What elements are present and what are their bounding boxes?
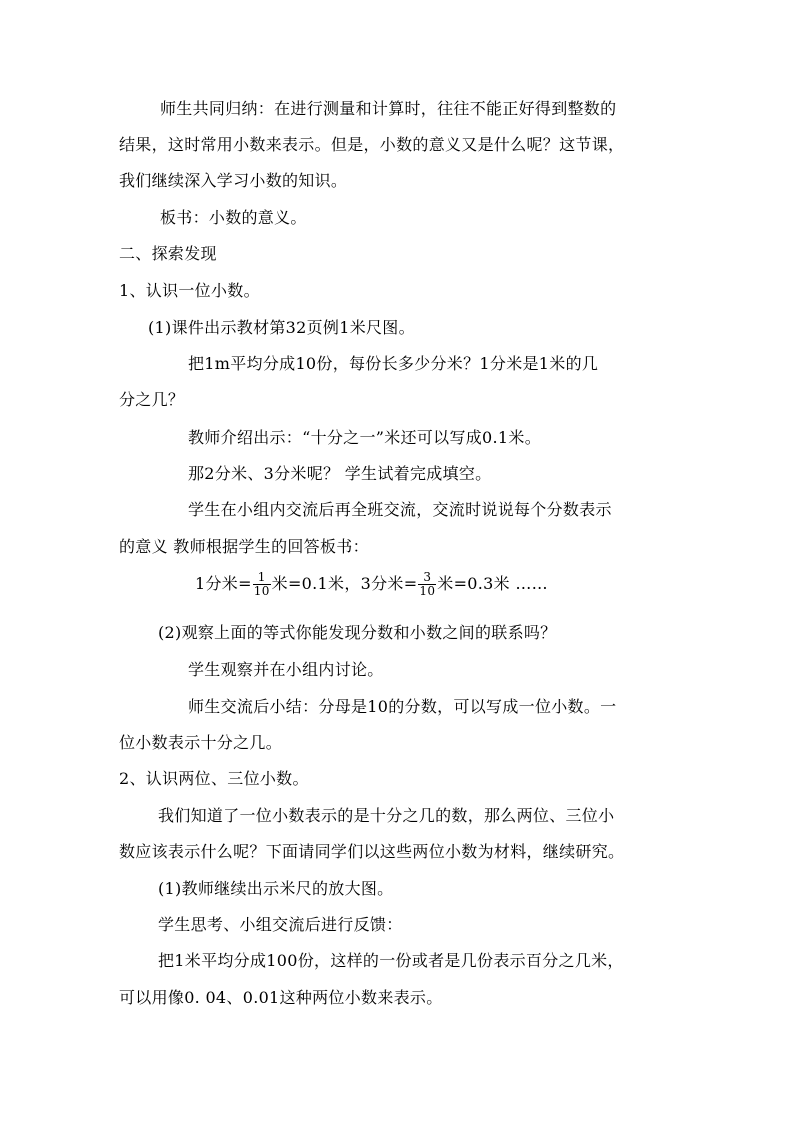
fraction bbox=[418, 571, 436, 598]
formula-text: 米=0.1米，3分米= bbox=[271, 574, 418, 593]
paragraph-line: 把1米平均分成100份，这样的一份或者是几份表示百分之几米， bbox=[158, 951, 624, 970]
paragraph-line: 我们继续深入学习小数的知识。 bbox=[119, 171, 348, 190]
paragraph-line: 的意义 教师根据学生的回答板书： bbox=[119, 537, 369, 556]
paragraph-line: (1)课件出示教材第32页例1米尺图。 bbox=[148, 318, 415, 337]
section-heading: 二、探索发现 bbox=[119, 244, 217, 263]
fraction-numerator: 1 bbox=[253, 571, 271, 585]
paragraph-line: 我们知道了一位小数表示的是十分之几的数，那么两位、三位小 bbox=[158, 806, 615, 825]
subsection-heading: 2、认识两位、三位小数。 bbox=[119, 769, 309, 788]
subsection-heading: 1、认识一位小数。 bbox=[119, 281, 260, 300]
fraction-denominator: 10 bbox=[253, 584, 270, 598]
fraction-denominator: 10 bbox=[419, 584, 436, 598]
paragraph-line: 位小数表示十分之几。 bbox=[119, 733, 283, 752]
paragraph-line: 数应该表示什么呢？下面请同学们以这些两位小数为材料，继续研究。 bbox=[119, 842, 625, 861]
fraction bbox=[253, 571, 271, 598]
paragraph-line: 师生交流后小结：分母是10的分数，可以写成一位小数。一 bbox=[188, 697, 617, 716]
formula-text: 1分米= bbox=[195, 574, 252, 593]
paragraph-line: 学生在小组内交流后再全班交流，交流时说说每个分数表示 bbox=[188, 500, 612, 519]
paragraph-line: 教师介绍出示：“十分之一”米还可以写成0.1米。 bbox=[188, 428, 542, 447]
paragraph-line: 结果，这时常用小数来表示。但是，小数的意义又是什么呢？这节课， bbox=[119, 135, 625, 154]
paragraph-line: 板书：小数的意义。 bbox=[160, 208, 307, 227]
paragraph-line: 师生共同归纳：在进行测量和计算时，往往不能正好得到整数的 bbox=[160, 99, 617, 118]
formula-text: 米=0.3米 …… bbox=[437, 574, 548, 593]
paragraph-line: 学生观察并在小组内讨论。 bbox=[188, 660, 384, 679]
fraction-formula bbox=[195, 571, 548, 598]
paragraph-line: 学生思考、小组交流后进行反馈： bbox=[158, 915, 403, 934]
paragraph-line: (1)教师继续出示米尺的放大图。 bbox=[158, 879, 394, 898]
paragraph-line: (2)观察上面的等式你能发现分数和小数之间的联系吗？ bbox=[158, 623, 557, 642]
paragraph-line: 可以用像0. 04、0.01这种两位小数来表示。 bbox=[119, 988, 443, 1007]
paragraph-line: 分之几？ bbox=[119, 390, 185, 409]
paragraph-line: 把1m平均分成10份，每份长多少分米？1分米是1米的几 bbox=[188, 354, 599, 373]
paragraph-line: 那2分米、3分米呢？ 学生试着完成填空。 bbox=[188, 464, 492, 483]
fraction-numerator: 3 bbox=[418, 571, 436, 585]
